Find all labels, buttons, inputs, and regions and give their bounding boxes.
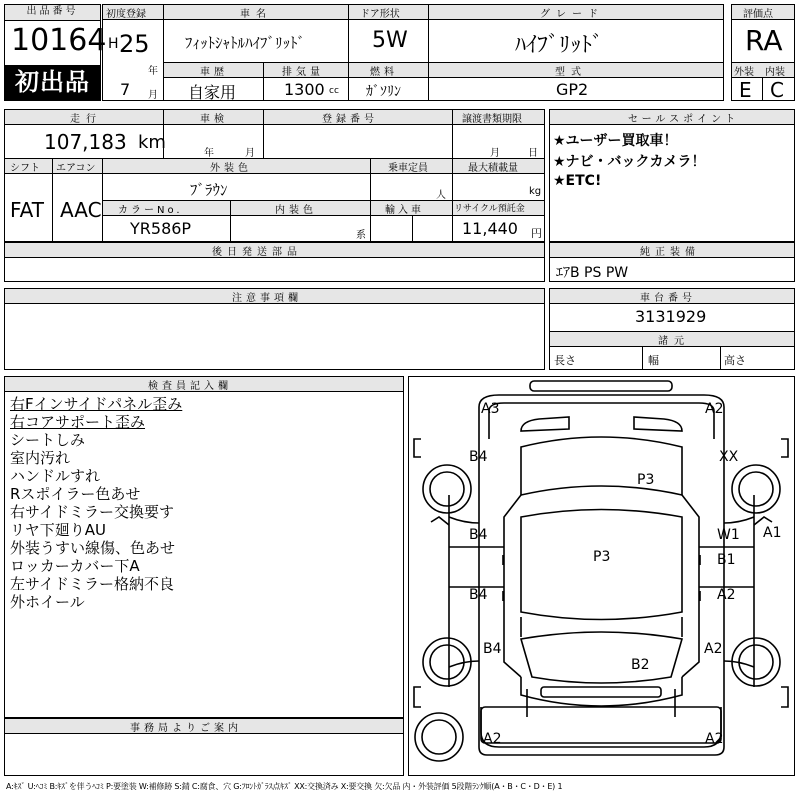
- reg-label: 初度登録: [106, 9, 146, 20]
- dims-label: 諸元: [658, 336, 690, 347]
- chassis-label: 車台番号: [640, 293, 696, 304]
- inspect-month: 月: [245, 148, 255, 159]
- remark-7: 右サイドミラー交換要す: [10, 503, 174, 521]
- notes-label: 注意事項欄: [232, 293, 302, 304]
- grade-label: グレード: [540, 9, 604, 20]
- lot-label: 出品番号: [5, 5, 100, 21]
- dmg-right-mirror: A1: [763, 525, 782, 541]
- chassis-value: 3131929: [635, 307, 707, 326]
- remark-3: シートしみ: [10, 431, 86, 449]
- sales-point-2: ★ナビ・バックカメラ！: [553, 154, 706, 170]
- remark-6: Rスポイラー色あせ: [10, 485, 141, 503]
- remark-4: 室内汚れ: [10, 449, 71, 467]
- legend-text: A:ｷｽﾞ U:ﾍｺﾐ B:ｷｽﾞを伴うﾍｺﾐ P:要塗装 W:補修跡 S:錆 C:腐食、穴 G:ﾌﾛﾝﾄｶﾞﾗｽ点ｷｽﾞ XX:交換済み X:要交換 欠:欠品 内・外装評価 5段階ﾗﾝｸ順(A・B・C・D・E) 1: [6, 782, 563, 791]
- dmg-right-rear-fender: A2: [704, 641, 723, 657]
- length-label: 長さ: [554, 354, 576, 367]
- remark-8: リヤ下廻りAU: [10, 521, 106, 539]
- dmg-roof: P3: [593, 549, 611, 565]
- sales-point-1: ★ユーザー買取車！: [553, 133, 678, 149]
- cap-unit: 人: [436, 190, 446, 201]
- inspector-label: 検査員記入欄: [148, 381, 232, 392]
- name-label: 車名: [240, 9, 272, 20]
- height-label: 高さ: [724, 354, 746, 367]
- width-label: 幅: [648, 354, 659, 367]
- dmg-rear-right: A2: [705, 731, 724, 747]
- int-label: 内装: [765, 67, 785, 78]
- remark-12: 外ホイール: [10, 593, 85, 611]
- reg-year-unit: 年: [148, 66, 158, 77]
- reg-month: 7: [120, 80, 131, 99]
- model-label: 型式: [555, 67, 587, 78]
- reg-year: 25: [119, 30, 150, 58]
- reg-era: H: [108, 36, 119, 52]
- car-outline-diagram: [409, 377, 794, 775]
- dmg-left-front-door: B4: [469, 527, 488, 543]
- dmg-trunk: B2: [631, 657, 650, 673]
- colorno-label: カラーNo.: [118, 205, 183, 216]
- sales-label: セールスポイント: [628, 114, 740, 125]
- load-unit: kg: [529, 186, 542, 197]
- dmg-rear-left: A2: [483, 731, 502, 747]
- door-value: 5W: [372, 28, 408, 53]
- history-label: 車歴: [200, 67, 228, 78]
- remark-2: 右コアサポート歪み: [10, 413, 146, 431]
- reg-month-unit: 月: [148, 90, 158, 101]
- grade-value: ﾊｲﾌﾞﾘｯﾄﾞ: [515, 33, 604, 58]
- equipment-label: 純正装備: [640, 247, 700, 258]
- remark-11: 左サイドミラー格納不良: [10, 575, 174, 593]
- car-name: ﾌｨｯﾄｼｬﾄﾙﾊｲﾌﾞﾘｯﾄﾞ: [185, 34, 306, 52]
- remark-9: 外装うすい線傷、色あせ: [10, 539, 176, 557]
- cap-label: 乗車定員: [388, 163, 428, 174]
- dmg-left-front-fender: B4: [469, 449, 488, 465]
- fuel-value: ｶﾞｿﾘﾝ: [366, 84, 401, 100]
- mileage-unit: km: [138, 132, 166, 153]
- color-value: ﾌﾞﾗｳﾝ: [190, 181, 228, 199]
- lot-number: 10164: [11, 23, 107, 58]
- score-label: 評価点: [743, 9, 773, 20]
- dmg-front-right: A2: [705, 401, 724, 417]
- disp-unit: cc: [329, 86, 339, 96]
- ac-label: エアコン: [56, 163, 96, 174]
- deadline-month: 月: [490, 148, 500, 159]
- first-listing-badge: [5, 65, 100, 100]
- inspect-year: 年: [204, 148, 214, 159]
- intcolor-label: 内装色: [275, 205, 317, 216]
- door-label: ドア形状: [360, 9, 400, 20]
- dmg-right-front-fender: XX: [719, 449, 739, 465]
- damage-map: [408, 376, 795, 776]
- model-value: GP2: [556, 80, 589, 99]
- shift-value: FAT: [10, 198, 45, 222]
- sales-point-3: ★ETC!: [553, 173, 602, 189]
- dmg-front-left: A3: [481, 401, 500, 417]
- disp-label: 排気量: [282, 67, 324, 78]
- ext-value: E: [739, 78, 752, 102]
- fuel-label: 燃料: [370, 67, 398, 78]
- score-value: RA: [745, 24, 783, 57]
- first-listing-text: 初出品: [15, 68, 90, 96]
- office-label: 事務局よりご案内: [130, 723, 242, 734]
- dmg-right-rear-door: A2: [717, 587, 736, 603]
- shift-label: シフト: [10, 163, 40, 174]
- remark-5: ハンドルすれ: [10, 467, 101, 485]
- history-value: 自家用: [188, 83, 237, 102]
- mileage-label: 走行: [70, 114, 102, 125]
- recycle-label: リサイクル預託金: [454, 204, 525, 214]
- remark-10: ロッカーカバー下A: [10, 557, 140, 575]
- recycle-value: 11,440: [462, 219, 518, 238]
- ext-label: 外装: [734, 67, 754, 78]
- color-label: 外装色: [210, 163, 252, 174]
- inspector-remarks: [10, 395, 182, 611]
- inspect-label: 車検: [200, 114, 228, 125]
- ac-value: AAC: [60, 198, 102, 222]
- load-label: 最大積載量: [468, 163, 518, 174]
- intcolor-unit: 系: [356, 230, 366, 241]
- mileage-value: 107,183: [44, 130, 127, 154]
- regno-label: 登録番号: [322, 114, 378, 125]
- int-value: C: [770, 78, 784, 102]
- dmg-right-front-door-b: B1: [717, 552, 736, 568]
- colorno-value: YR586P: [130, 219, 192, 238]
- remark-1: 右Fインサイドパネル歪み: [10, 395, 183, 413]
- dmg-left-rear-fender: B4: [483, 641, 502, 657]
- import-label: 輸入車: [385, 205, 424, 216]
- deadline-label: 譲渡書類期限: [462, 114, 522, 125]
- dmg-hood: P3: [637, 472, 655, 488]
- recycle-unit: 円: [531, 227, 542, 240]
- equipment-value: ｴｱB PS PW: [556, 265, 629, 281]
- later-parts-label: 後日発送部品: [212, 247, 302, 258]
- dmg-left-rear-door: B4: [469, 587, 488, 603]
- dmg-right-front-door-a: W1: [717, 527, 740, 543]
- deadline-day: 日: [528, 148, 538, 159]
- disp-value: 1300: [284, 80, 325, 99]
- lot-block: [4, 4, 107, 101]
